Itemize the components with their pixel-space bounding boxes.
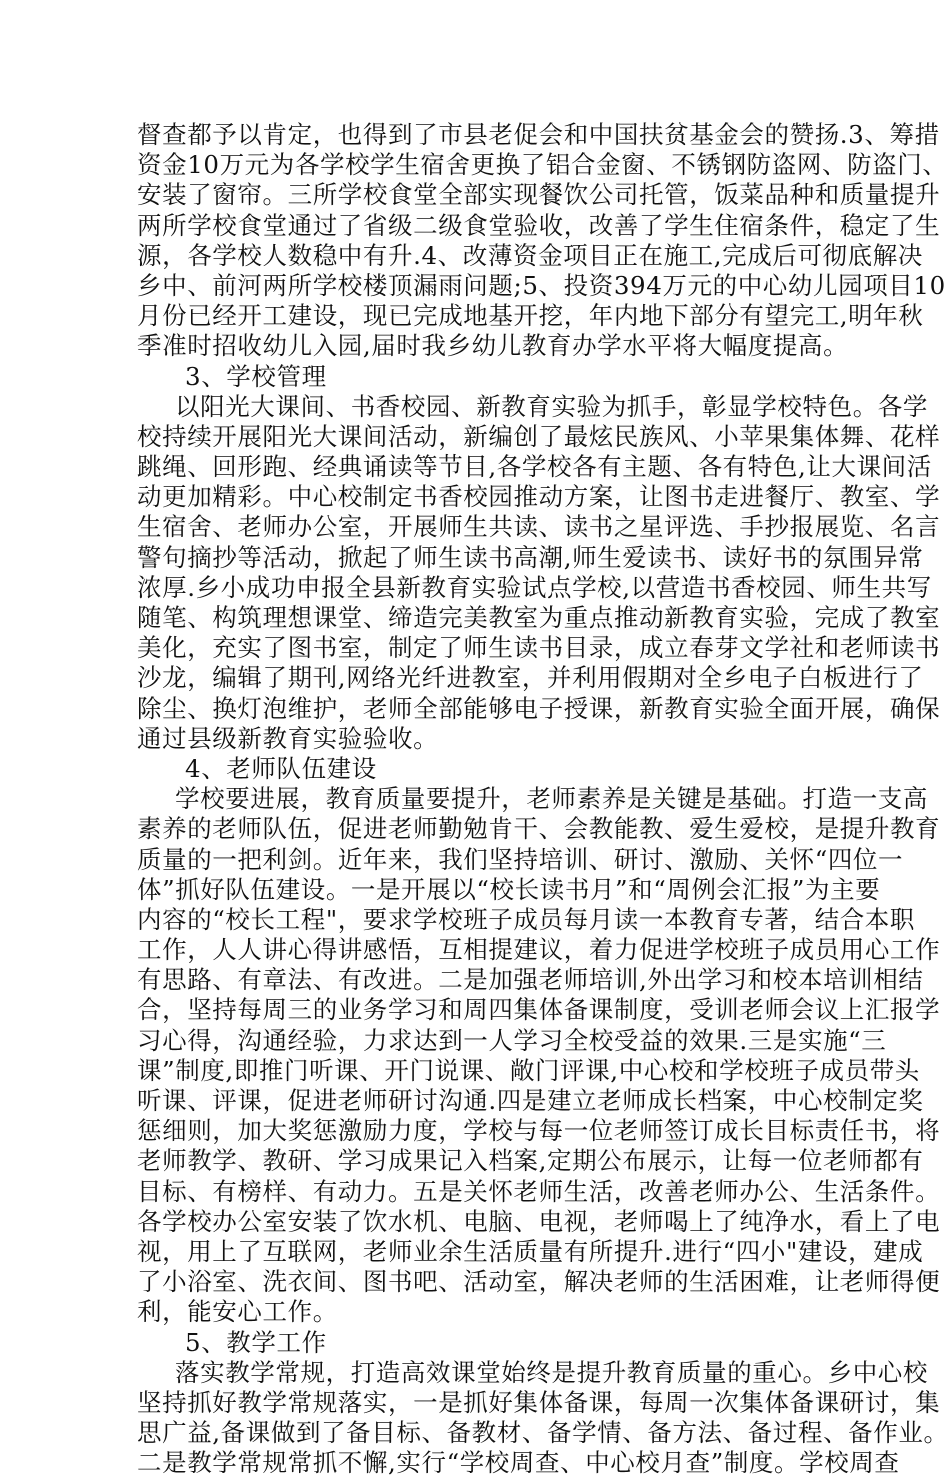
paragraph-funding-summary — [137, 120, 948, 362]
text-line: 惩细则，加大奖惩激励力度，学校与每一位老师签订成长目标责任书，将 — [137, 1116, 941, 1146]
text-line: 落实教学常规，打造高效课堂始终是提升教育质量的重心。乡中心校 — [175, 1357, 928, 1387]
text-line: 季准时招收幼儿入园,届时我乡幼儿教育办学水平将大幅度提高。 — [137, 331, 849, 361]
heading-text: 5、教学工作 — [185, 1327, 327, 1357]
text-line: 生宿舍、老师办公室，开展师生共读、读书之星评选、手抄报展览、名言 — [137, 512, 941, 542]
text-line: 利，能安心工作。 — [137, 1297, 338, 1327]
text-line: 听课、评课，促进老师研讨沟通.四是建立老师成长档案，中心校制定奖 — [137, 1086, 924, 1115]
text-line: 随笔、构筑理想课堂、缔造完美教室为重点推动新教育实验，完成了教室 — [137, 603, 941, 632]
text-line: 二是教学常规常抓不懈,实行“学校周查、中心校月查”制度。学校周查 — [137, 1448, 900, 1478]
text-line: 两所学校食堂通过了省级二级食堂验收，改善了学生住宿条件，稳定了生 — [137, 210, 941, 240]
document-page — [137, 120, 949, 1478]
text-line: 动更加精彩。中心校制定书香校园推动方案，让图书走进餐厅、教室、学 — [137, 482, 941, 512]
text-line: 工作，人人讲心得讲感悟，互相提建议，着力促进学校班子成员用心工作 — [137, 935, 941, 965]
section-heading-teaching-work — [137, 1328, 867, 1358]
heading-text: 3、学校管理 — [185, 361, 327, 391]
paragraph-school-management — [137, 391, 941, 754]
section-heading-school-management — [137, 362, 867, 392]
text-line: 思广益,备课做到了备目标、备教材、备学情、备方法、备过程、备作业。 — [137, 1418, 949, 1448]
text-line: 乡中、前河两所学校楼顶漏雨问题;5、投资394万元的中心幼儿园项目10 — [137, 270, 946, 300]
text-line: 除尘、换灯泡维护，老师全部能够电子授课，新教育实验全面开展，确保 — [137, 693, 941, 723]
text-line: 安装了窗帘。三所学校食堂全部实现餐饮公司托管，饭菜品种和质量提升 — [137, 180, 941, 210]
text-line: 目标、有榜样、有动力。五是关怀老师生活，改善老师办公、生活条件。 — [137, 1176, 941, 1206]
paragraph-teaching-work — [137, 1357, 949, 1478]
paragraph-teacher-team — [137, 784, 941, 1327]
text-line: 素养的老师队伍，促进老师勤勉肯干、会教能教、爱生爱校，是提升教育 — [137, 814, 941, 844]
text-line: 沙龙，编辑了期刊,网络光纤进教室，并利用假期对全乡电子白板进行了 — [137, 663, 924, 693]
text-line: 合，坚持每周三的业务学习和周四集体备课制度，受训老师会议上汇报学 — [137, 995, 941, 1025]
text-line: 月份已经开工建设，现已完成地基开挖，年内地下部分有望完工,明年秋 — [137, 301, 924, 331]
text-line: 内容的“校长工程"，要求学校班子成员每月读一本教育专著，结合本职 — [137, 904, 915, 934]
text-line: 质量的一把利剑。近年来，我们坚持培训、研讨、激励、关怀“四位一 — [137, 844, 904, 874]
text-line: 有思路、有章法、有改进。二是加强老师培训,外出学习和校本培训相结 — [137, 965, 924, 995]
text-line: 校持续开展阳光大课间活动，新编创了最炫民族风、小苹果集体舞、花样 — [137, 421, 941, 451]
text-line: 各学校办公室安装了饮水机、电脑、电视，老师喝上了纯净水，看上了电 — [137, 1206, 941, 1236]
text-line: 老师教学、教研、学习成果记入档案,定期公布展示，让每一位老师都有 — [137, 1146, 924, 1176]
text-line: 资金10万元为各学校学生宿舍更换了铝合金窗、不锈钢防盗网、防盗门、 — [137, 150, 948, 180]
text-line: 警句摘抄等活动，掀起了师生读书高潮,师生爱读书、读好书的氛围异常 — [137, 542, 924, 572]
text-line: 学校要进展，教育质量要提升，老师素养是关键是基础。打造一支高 — [175, 784, 928, 814]
text-line: 源，各学校人数稳中有升.4、改薄资金项目正在施工,完成后可彻底解决 — [137, 240, 923, 270]
text-line: 以阳光大课间、书香校园、新教育实验为抓手，彰显学校特色。各学 — [175, 391, 928, 421]
text-line: 浓厚.乡小成功申报全县新教育实验试点学校,以营造书香校园、师生共写 — [137, 572, 932, 602]
text-line: 课”制度,即推门听课、开门说课、敞门评课,中心校和学校班子成员带头 — [137, 1055, 920, 1085]
text-line: 体”抓好队伍建设。一是开展以“校长读书月”和“周例会汇报”为主要 — [137, 874, 881, 904]
heading-text: 4、老师队伍建设 — [185, 753, 377, 783]
text-line: 美化，充实了图书室，制定了师生读书目录，成立春芽文学社和老师读书 — [137, 633, 941, 663]
text-line: 视，用上了互联网，老师业余生活质量有所提升.进行“四小"建设，建成 — [137, 1236, 924, 1266]
text-line: 了小浴室、洗衣间、图书吧、活动室，解决老师的生活困难，让老师得便 — [137, 1267, 941, 1297]
text-line: 通过县级新教育实验验收。 — [137, 723, 439, 753]
text-line: 习心得，沟通经验，力求达到一人学习全校受益的效果.三是实施“三 — [137, 1025, 887, 1055]
text-line: 督查都予以肯定，也得到了市县老促会和中国扶贫基金会的赞扬.3、筹措 — [137, 120, 940, 149]
text-line: 跳绳、回形跑、经典诵读等节目,各学校各有主题、各有特色,让大课间活 — [137, 452, 932, 482]
text-line: 坚持抓好教学常规落实，一是抓好集体备课，每周一次集体备课研讨，集 — [137, 1387, 941, 1417]
section-heading-teacher-team — [137, 754, 867, 784]
